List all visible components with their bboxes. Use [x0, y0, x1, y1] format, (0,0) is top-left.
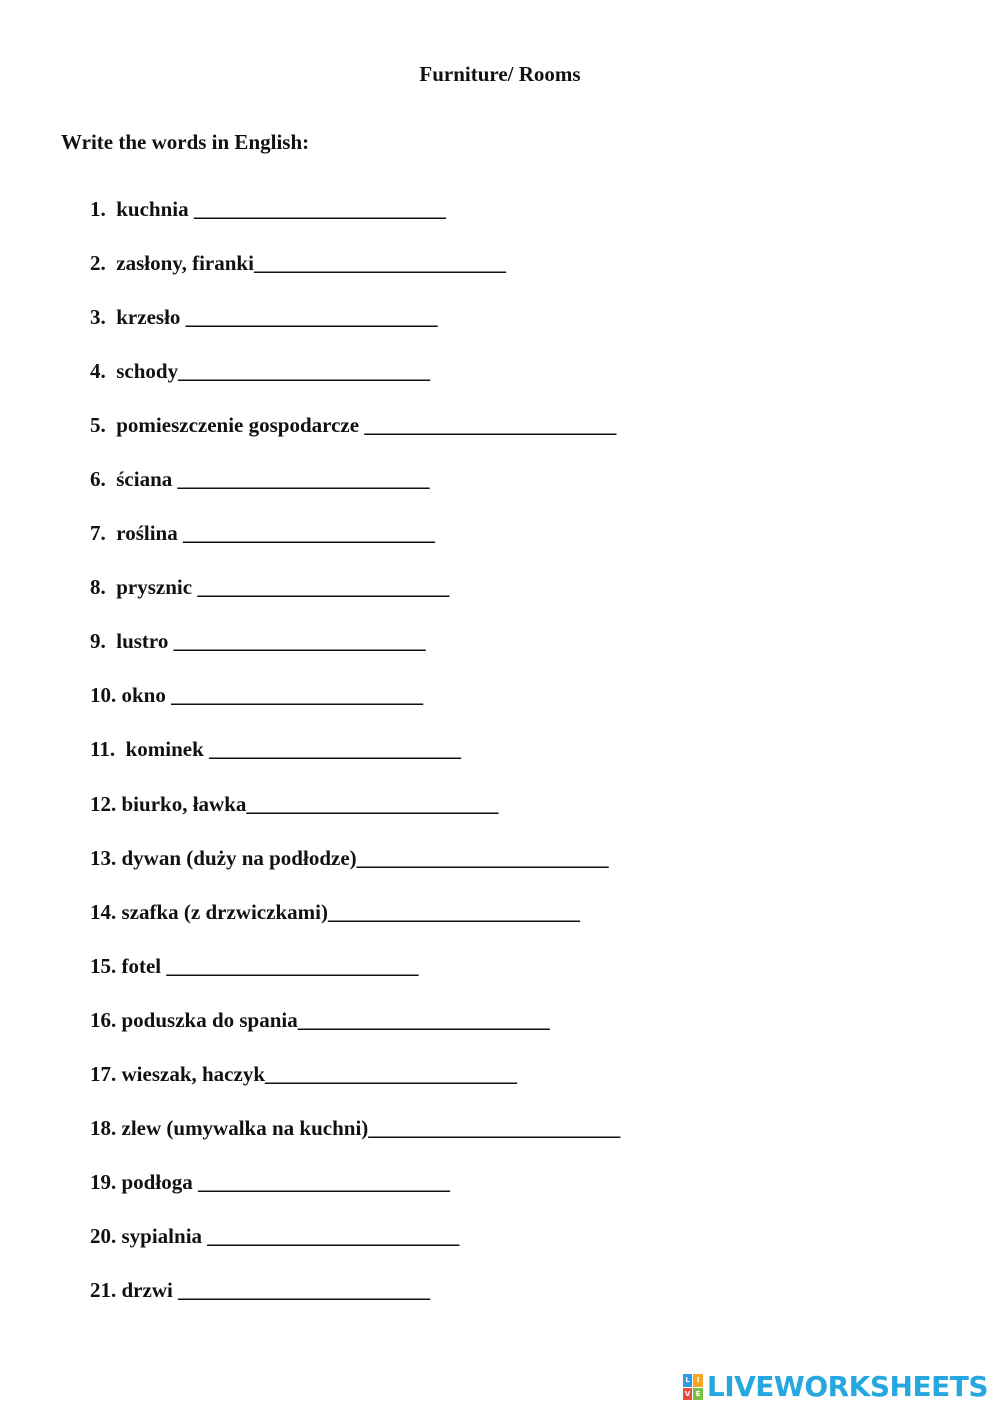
answer-blank[interactable]: ________________________: [166, 953, 419, 978]
exercise-item: [90, 1061, 620, 1115]
liveworksheets-brand: [683, 1372, 988, 1402]
answer-blank[interactable]: ________________________: [364, 413, 617, 438]
exercise-item: [90, 412, 620, 466]
exercise-item: [90, 628, 620, 682]
exercise-item: [90, 899, 620, 953]
answer-blank[interactable]: ________________________: [207, 1223, 460, 1248]
answer-blank[interactable]: ________________________: [265, 1061, 517, 1086]
item-number: 18.: [90, 1115, 122, 1140]
item-number: 8.: [90, 575, 117, 600]
polish-word: kominek: [125, 737, 210, 762]
item-number: 16.: [90, 1007, 122, 1032]
polish-word: prysznic: [116, 575, 198, 600]
item-number: 10.: [90, 683, 122, 708]
item-number: 12.: [90, 791, 122, 816]
instruction: Write the words in English:: [61, 130, 310, 154]
answer-blank[interactable]: ________________________: [193, 197, 446, 221]
answer-blank[interactable]: ________________________: [177, 467, 430, 492]
exercise-item: [90, 1169, 620, 1223]
item-number: 3.: [90, 305, 117, 330]
exercise-item: [90, 682, 620, 736]
page-title: Furniture/ Rooms: [419, 62, 581, 86]
polish-word: kuchnia: [116, 197, 194, 221]
answer-blank[interactable]: ________________________: [171, 683, 424, 708]
exercise-item: [90, 250, 620, 304]
exercise-item: [90, 466, 620, 520]
item-number: 20.: [90, 1223, 122, 1248]
polish-word: podłoga: [121, 1169, 198, 1194]
exercise-item: [90, 845, 620, 899]
item-number: 7.: [90, 521, 117, 546]
logo-letter: E: [693, 1388, 703, 1401]
item-number: 21.: [90, 1277, 122, 1302]
exercise-item: [90, 953, 620, 1007]
item-number: 6.: [90, 467, 117, 492]
polish-word: krzesło: [116, 305, 186, 330]
polish-word: okno: [121, 683, 172, 708]
polish-word: roślina: [116, 521, 183, 546]
polish-word: wieszak, haczyk: [121, 1061, 265, 1086]
answer-blank[interactable]: ________________________: [178, 359, 431, 384]
exercise-item: [90, 358, 620, 412]
answer-blank[interactable]: ________________________: [197, 575, 450, 600]
polish-word: szafka (z drzwiczkami): [121, 899, 328, 924]
item-number: 9.: [90, 629, 117, 654]
item-number: 1.: [90, 197, 117, 221]
item-number: 15.: [90, 953, 122, 978]
exercise-item: [90, 1223, 620, 1277]
exercise-item: [90, 574, 620, 628]
exercise-item: [90, 304, 620, 358]
polish-word: poduszka do spania: [121, 1007, 298, 1032]
polish-word: lustro: [116, 629, 174, 654]
polish-word: dywan (duży na podłodze): [121, 845, 357, 870]
polish-word: drzwi: [121, 1277, 179, 1302]
answer-blank[interactable]: ________________________: [356, 845, 609, 870]
logo-letter: V: [683, 1388, 693, 1401]
item-number: 11.: [90, 737, 126, 762]
polish-word: biurko, ławka: [121, 791, 247, 816]
answer-blank[interactable]: ________________________: [246, 791, 499, 816]
logo-letter: L: [683, 1374, 693, 1387]
exercise-list: [90, 196, 620, 1331]
answer-blank[interactable]: ________________________: [368, 1115, 621, 1140]
polish-word: zasłony, firanki: [116, 251, 254, 276]
polish-word: pomieszczenie gospodarcze: [116, 413, 365, 438]
answer-blank[interactable]: ________________________: [253, 251, 506, 276]
answer-blank[interactable]: ________________________: [178, 1277, 431, 1302]
item-number: 17.: [90, 1061, 122, 1086]
exercise-item: [90, 520, 620, 574]
polish-word: fotel: [121, 953, 167, 978]
liveworksheets-logo-icon: [683, 1374, 703, 1400]
answer-blank[interactable]: ________________________: [297, 1007, 550, 1032]
exercise-item: [90, 736, 620, 790]
answer-blank[interactable]: ________________________: [197, 1169, 450, 1194]
answer-blank[interactable]: ________________________: [185, 305, 438, 330]
polish-word: schody: [116, 359, 179, 384]
polish-word: zlew (umywalka na kuchni): [121, 1115, 369, 1140]
exercise-item: [90, 791, 620, 845]
exercise-item: [90, 1007, 620, 1061]
answer-blank[interactable]: ________________________: [327, 899, 580, 924]
logo-letter: I: [693, 1374, 703, 1387]
answer-blank[interactable]: ________________________: [209, 737, 462, 762]
exercise-item: [90, 196, 620, 250]
answer-blank[interactable]: ________________________: [173, 629, 426, 654]
polish-word: sypialnia: [121, 1223, 208, 1248]
polish-word: ściana: [116, 467, 178, 492]
item-number: 2.: [90, 251, 117, 276]
exercise-item: [90, 1277, 620, 1331]
item-number: 13.: [90, 845, 122, 870]
item-number: 19.: [90, 1169, 122, 1194]
exercise-item: [90, 1115, 620, 1169]
item-number: 4.: [90, 359, 117, 384]
item-number: 5.: [90, 413, 117, 438]
item-number: 14.: [90, 899, 122, 924]
liveworksheets-wordmark: LIVEWORKSHEETS: [706, 1370, 988, 1403]
answer-blank[interactable]: ________________________: [182, 521, 435, 546]
